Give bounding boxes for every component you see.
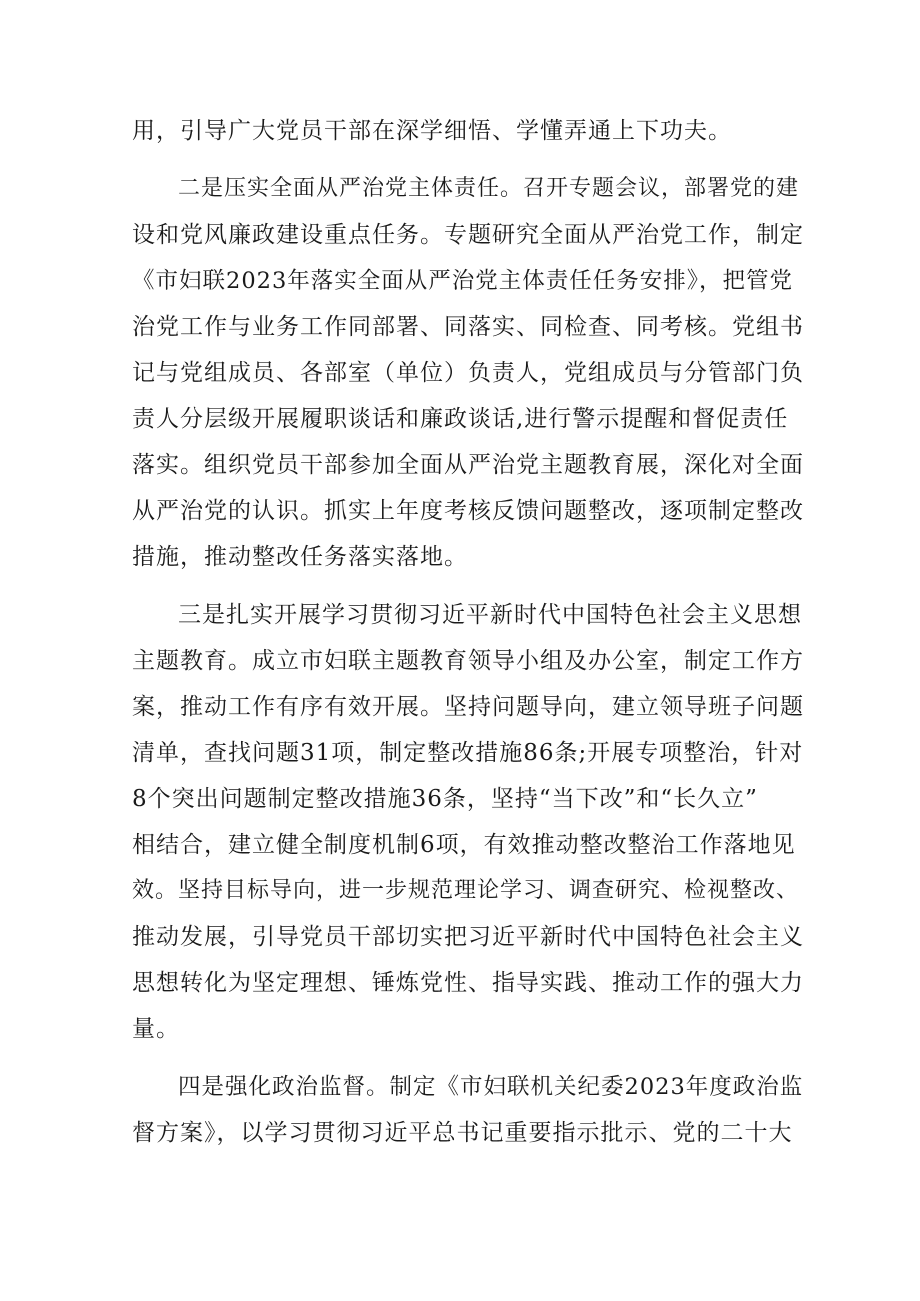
text-line: 记与党组成员、各部室（单位）负责人，党组成员与分管部门负 xyxy=(132,360,804,386)
text-line: 用，引导广大党员干部在深学细悟、学懂弄通上下功夫。 xyxy=(132,118,732,144)
text-line: 清单，查找问题31项，制定整改措施86条;开展专项整治，针对 xyxy=(132,740,804,766)
text-line: 8个突出问题制定整改措施36条，坚持“当下改”和“长久立” xyxy=(132,786,758,812)
text-line: 落实。组织党员干部参加全面从严治党主题教育展，深化对全面 xyxy=(132,452,804,478)
text-line: 量。 xyxy=(132,1016,180,1042)
text-line: 责人分层级开展履职谈话和廉政谈话,进行警示提醒和督促责任 xyxy=(132,406,789,432)
text-line: 效。坚持目标导向，进一步规范理论学习、调查研究、检视整改、 xyxy=(132,878,800,903)
text-line: 措施，推动整改任务落实落地。 xyxy=(132,544,468,570)
text-line: 推动发展，引导党员干部切实把习近平新时代中国特色社会主义 xyxy=(132,924,804,950)
text-line: 治党工作与业务工作同部署、同落实、同检查、同考核。党组书 xyxy=(132,314,804,340)
text-line: 从严治党的认识。抓实上年度考核反馈问题整改，逐项制定整改 xyxy=(132,498,804,524)
text-line: 二是压实全面从严治党主体责任。召开专题会议，部署党的建 xyxy=(178,176,800,201)
text-line: 案，推动工作有序有效开展。坚持问题导向，建立领导班子问题 xyxy=(132,694,804,720)
text-line: 督方案》，以学习贯彻习近平总书记重要指示批示、党的二十大 xyxy=(132,1120,793,1146)
text-line: 思想转化为坚定理想、锤炼党性、指导实践、推动工作的强大力 xyxy=(132,970,804,996)
text-line: 设和党风廉政建设重点任务。专题研究全面从严治党工作，制定 xyxy=(132,222,804,248)
text-line: 四是强化政治监督。制定《市妇联机关纪委2023年度政治监 xyxy=(178,1074,804,1100)
text-line: 主题教育。成立市妇联主题教育领导小组及办公室，制定工作方 xyxy=(132,648,804,674)
text-line: 三是扎实开展学习贯彻习近平新时代中国特色社会主义思想 xyxy=(178,602,802,628)
text-line: 相结合，建立健全制度机制6项，有效推动整改整治工作落地见 xyxy=(132,832,796,858)
text-line: 《市妇联2023年落实全面从严治党主体责任任务安排》，把管党 xyxy=(132,268,794,294)
